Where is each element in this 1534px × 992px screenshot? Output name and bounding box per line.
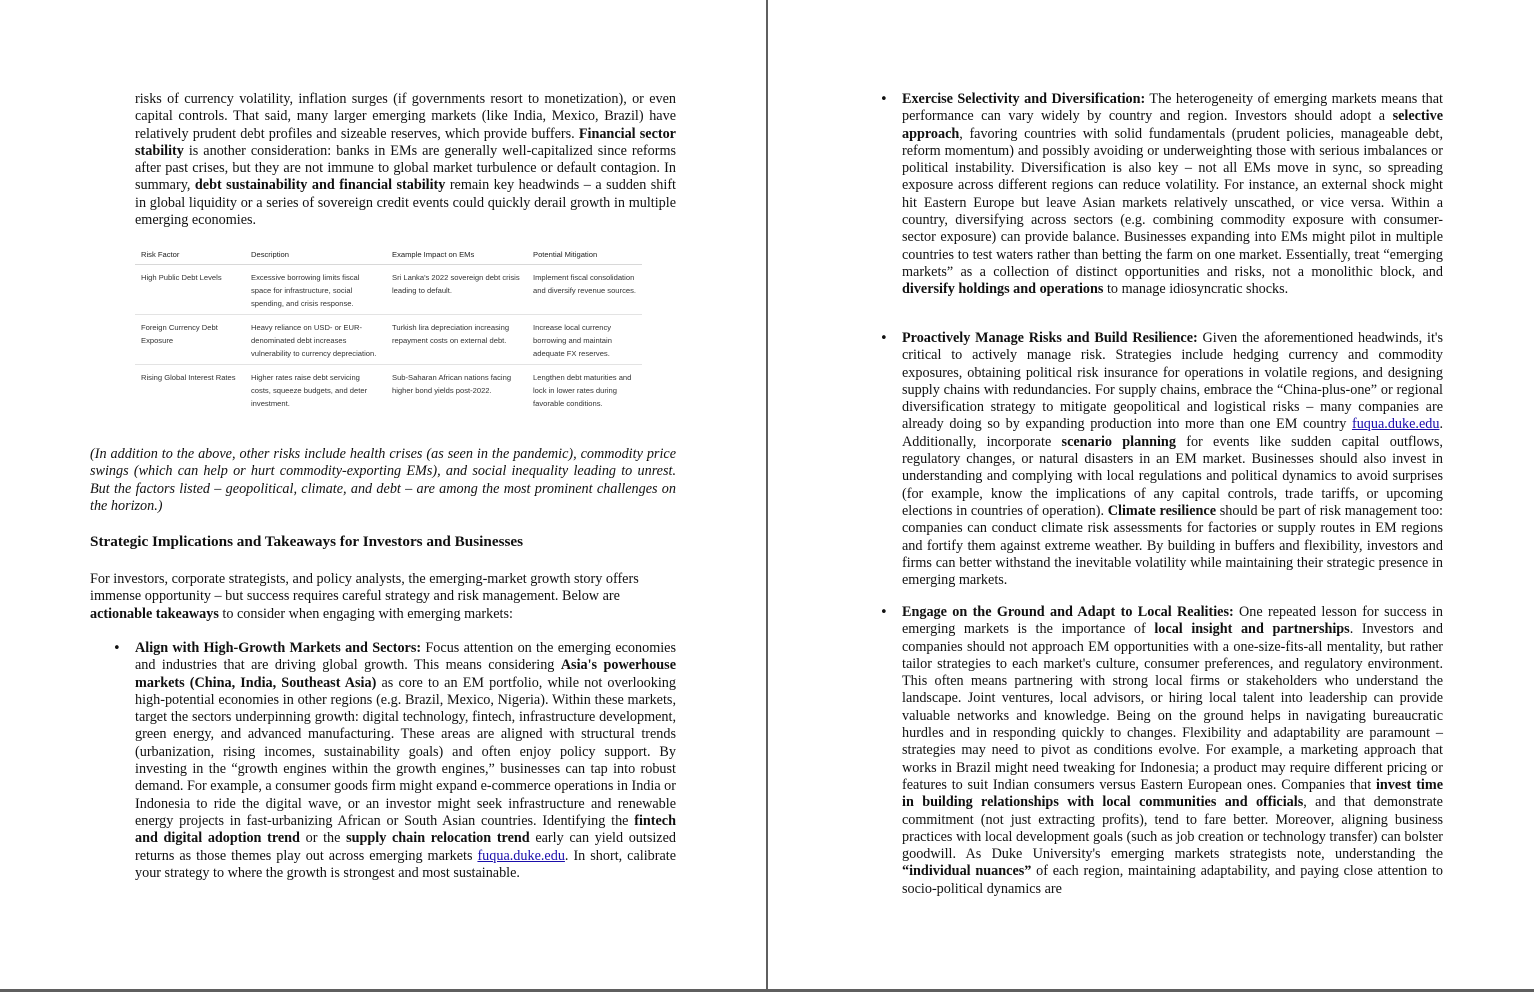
text-span: Given the aforementioned headwinds, it's critical to actively manage risk. Strategies include hedging currency and commodity exposures, obtaining political risk insurance for operations in volatile regions, and designing supply chains with redundancies. For supply chains, embrace the “China-plus-one” or regional diversification strategy to mitigate geopolitical and logistical risks – many companies are already doing so by expanding production into more than one EM country (902, 330, 1443, 433)
section-heading: Strategic Implications and Takeaways for Investors and Businesses (90, 533, 524, 550)
document-page-left (0, 0, 766, 989)
bullet-item (880, 91, 1443, 299)
column-header: Potential Mitigation (527, 244, 642, 265)
text-span: . Additionally, incorporate (902, 416, 1443, 450)
bullet-item (880, 330, 1443, 589)
bold-text: diversify holdings and operations (902, 281, 1104, 298)
table-cell: Foreign Currency Debt Exposure (135, 315, 245, 365)
table-cell: Sri Lanka's 2022 sovereign debt crisis leading to default. (386, 265, 527, 315)
table-cell: Rising Global Interest Rates (141, 373, 236, 382)
table-cell: Increase local currency borrowing and maintain adequate FX reserves. (527, 315, 642, 365)
table-cell: Higher rates raise debt servicing costs, squeeze budgets, and deter investment. (251, 373, 368, 408)
bold-text: “individual nuances” (902, 863, 1032, 880)
table-row (135, 365, 642, 415)
column-header: Description (245, 244, 386, 265)
text-span: One repeated lesson for success in emerging markets is the importance of (902, 604, 1443, 638)
text-span: or the (299, 830, 347, 847)
bold-text: invest time in building relationships with local communities and officials (902, 776, 1443, 811)
bullet-marker: • (880, 92, 888, 107)
bullet-text (902, 91, 1443, 299)
text-span: . In short, calibrate your strategy to where the growth is strongest and most sustainable. (135, 847, 676, 881)
bullet-marker: • (880, 605, 888, 620)
risk-factor-table (135, 244, 642, 414)
bullet-marker: • (880, 331, 888, 346)
bold-text: Engage on the Ground and Adapt to Local Realities: (902, 604, 1234, 620)
bold-text: actionable takeaways (90, 605, 219, 622)
source-link[interactable]: fuqua.duke.edu (1351, 416, 1440, 433)
bullet-item (880, 604, 1443, 898)
column-header: Risk Factor (135, 244, 245, 265)
italic-note (90, 446, 676, 515)
text-span: to manage idiosyncratic shocks. (1103, 281, 1289, 298)
bold-text: Financial sector stability (135, 125, 676, 159)
table-row (135, 265, 642, 315)
bold-text: scenario planning (1061, 433, 1176, 450)
bold-text: selective approach (902, 108, 1443, 142)
text-span: Focus attention on the emerging economies and industries that are driving global growth. This means considering (135, 640, 676, 674)
table-cell: Excessive borrowing limits fiscal space for infrastructure, social spending, and crisis response. (245, 265, 386, 315)
text-span: , favoring countries with solid fundamentals (prudent policies, manageable debt, reform momentum) and possibly avoiding or underweighting those with serious imbalances or political instability. Diversification is also key – not all EMs move in sync, so spreading exposure across different regions can reduce volatility. For instance, an external shock might hit Eastern Europe but leave Asian markets relatively unscathed, or vice versa. Within a country, diversifying across sectors (e.g. combining commodity exposure with consumer-sector exposure) can provide balance. Businesses expanding into EMs might pilot in multiple countries to test waters rather than betting the farm on one market. Essentially, treat “emerging markets” as a collection of distinct opportunities and risks, not a monolithic block, and (902, 125, 1443, 280)
text-span: , and that demonstrate commitment (not just extracting profits), tend to fare better. Moreover, aligning business practices with local development goals (such as job creation or technology transfer) can bolster goodwill. As Duke University's emerging markets strategists note, understanding the (902, 794, 1443, 863)
text-span: For investors, corporate strategists, and policy analysts, the emerging-market growth story offers immense opportunity – but success requires careful strategy and risk management. Below are (90, 571, 639, 605)
bold-text: debt sustainability and financial stability (194, 177, 446, 194)
column-header: Example Impact on EMs (386, 244, 527, 265)
table-cell: Sub-Saharan African nations facing higher bond yields post-2022. (392, 373, 512, 395)
bold-text: Exercise Selectivity and Diversification: (902, 91, 1146, 107)
bold-text: fintech and digital adoption trend (135, 812, 676, 847)
text-span: risks of currency volatility, inflation surges (if governments resort to monetization), or even capital controls. That said, many larger emerging markets (like India, Mexico, Brazil) have relatively prudent debt profiles and sizeable reserves, which provide buffers. (135, 91, 676, 142)
source-link[interactable]: fuqua.duke.edu (477, 847, 565, 864)
text-span: The heterogeneity of emerging markets means that performance can vary widely by country and region. Investors should adopt a (902, 91, 1443, 125)
bold-text: supply chain relocation trend (346, 830, 530, 847)
text-span: remain key headwinds – a sudden shift in global liquidity or a series of sovereign credit events could quickly derail growth in multiple emerging economies. (135, 177, 676, 229)
table-cell: Lengthen debt maturities and lock in lower rates during favorable conditions. (533, 373, 632, 408)
text-span: . Investors and companies should not approach EM opportunities with a one-size-fits-all mentality, but rather tailor strategies to each market's culture, consumer preferences, and regulatory environment. This often means partnering with strong local firms or stakeholders who understand the landscape. Joint ventures, local advisors, or hiring local talent into leadership can provide valuable networks and knowledge. Being on the ground helps in navigating bureaucratic hurdles and in responding quickly to changes. Flexibility and adaptability are paramount – strategies may need to pivot as conditions evolve. For example, a marketing approach that works in Brazil might need tweaking for Indonesia; a product may require different pricing or features to suit Indian consumers versus Eastern European ones. Companies that (902, 621, 1443, 793)
text-span: early can yield outsized returns as those themes play out across emerging markets (135, 830, 676, 864)
document-page-right (768, 0, 1534, 989)
table-header-row (135, 244, 642, 265)
paragraph-debt-stability (135, 91, 676, 229)
bullet-text (902, 604, 1443, 898)
bold-text: Proactively Manage Risks and Build Resilience: (902, 330, 1198, 346)
table-row (135, 315, 642, 365)
intro-paragraph (90, 571, 676, 623)
text-span: of each region, maintaining adaptability, and paying close attention to socio-political dynamics are (902, 863, 1443, 897)
bold-text: Asia's powerhouse markets (China, India, Southeast Asia) (135, 657, 676, 691)
text-span: as core to an EM portfolio, while not overlooking high-potential economies in other regions (e.g. Brazil, Mexico, Nigeria). Within these markets, target the sectors underpinning growth: digital technology, fintech, infrastructure development, green energy, and advanced manufacturing. These areas are aligned with structural trends (urbanization, rising incomes, sustainability goals) and often enjoy policy support. By investing in the “growth engines within the growth engines,” businesses can tap into robust demand. For example, a consumer goods firm might expand e-commerce operations in India or Indonesia to ride the digital wave, or an investor might seek infrastructure and renewable energy projects in fast-urbanizing African or South Asian countries. Identifying the (135, 674, 676, 829)
text-span: should be part of risk management too: companies can conduct climate risk assessments for factories or supply routes in EM regions and fortify them against extreme weather. By building in buffers and flexibility, investors and firms can better withstand the inevitable volatility while maintaining their strategic presence in emerging markets. (902, 502, 1443, 589)
bold-text: Align with High-Growth Markets and Sectors: (135, 640, 422, 656)
text-span: for events like sudden capital outflows, regulatory changes, or natural disasters in an EM market. Businesses should also invest in understanding and complying with local regulations and political dynamics to avoid surprises (for example, know the implications of any capital controls, trade tariffs, or upcoming elections in countries of operation). (902, 433, 1443, 519)
text-span: is another consideration: banks in EMs are generally well-capitalized since reforms after past crises, but they are not immune to global market turbulence or default contagion. In summary, (135, 142, 676, 194)
bullet-text (135, 640, 676, 882)
table-cell: Turkish lira depreciation increasing repayment costs on external debt. (386, 315, 527, 365)
bold-text: Climate resilience (1107, 502, 1216, 519)
italic-text: (In addition to the above, other risks include health crises (as seen in the pandemic), commodity price swings (which can help or hurt commodity-exporting EMs), and social inequality leading to unrest. But the factors listed – geopolitical, climate, and debt – are among the most prominent challenges on the horizon. (90, 446, 676, 514)
bullet-text (902, 330, 1443, 589)
text-span: to consider when engaging with emerging markets: (218, 605, 513, 622)
bullet-marker: • (113, 641, 121, 656)
text-span: ) (157, 497, 163, 514)
table-cell: High Public Debt Levels (135, 265, 245, 315)
table-cell: Implement fiscal consolidation and diversify revenue sources. (527, 265, 642, 315)
bold-text: local insight and partnerships (1154, 621, 1350, 638)
bullet-item (113, 640, 676, 882)
table-cell: Heavy reliance on USD- or EUR-denominated debt increases vulnerability to currency depreciation. (245, 315, 386, 365)
